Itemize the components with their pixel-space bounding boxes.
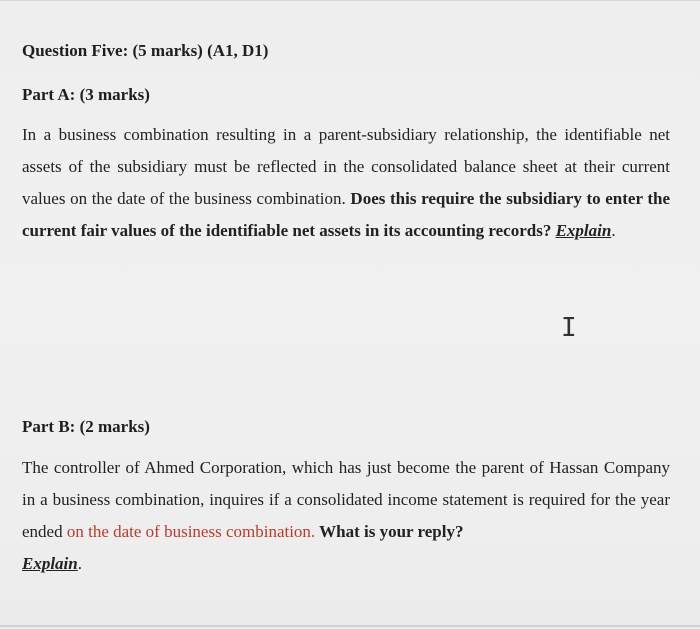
part-b-end: . <box>77 554 82 573</box>
part-a-explain: Explain <box>555 221 612 240</box>
part-b-heading <box>22 417 670 437</box>
part-b-explain: Explain <box>22 554 78 573</box>
part-a-text-bold: Does this require the subsidiary to enter the current fair values of the identifiable net assets in its accounting records? <box>22 189 671 240</box>
part-a-text-regular: In a business combination resulting in a parent-subsidiary relationship, the identifiable net assets of the subsidiary must be reflected in the consolidated balance sheet at their current values on the date of the business combination. <box>22 125 670 208</box>
part-b-paragraph <box>22 452 670 580</box>
text-cursor-icon: I <box>561 313 577 343</box>
question-title <box>22 41 670 61</box>
part-a-heading <box>22 85 670 105</box>
part-b-heading-text: Part B: (2 marks) <box>22 417 150 436</box>
question-title-text: Question Five: (5 marks) (A1, D1) <box>22 41 269 60</box>
part-b-text-bold: What is your reply? <box>315 522 464 541</box>
part-a-paragraph <box>22 119 670 247</box>
part-b-text-regular: The controller of Ahmed Corporation, which has just become the parent of Hassan Company in a business combination, inquires if a consolidated income statement is required for the year ended <box>22 458 670 541</box>
page-bottom-divider <box>0 625 700 627</box>
part-b-text-red: on the date of business combination. <box>66 522 316 541</box>
part-a-heading-text: Part A: (3 marks) <box>22 85 150 104</box>
part-a-end: . <box>611 221 616 240</box>
